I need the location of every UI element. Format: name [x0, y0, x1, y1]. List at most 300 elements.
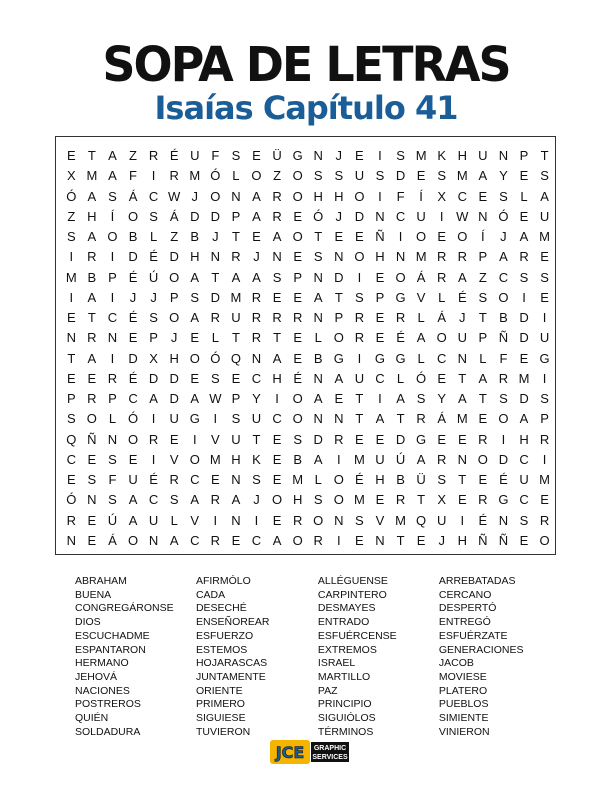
jce-logo [270, 739, 350, 765]
grid-cell: É [457, 289, 467, 305]
grid-cell: A [272, 350, 282, 366]
grid-cell: D [395, 168, 406, 184]
grid-cell: E [375, 269, 385, 285]
grid-cell: T [211, 269, 220, 285]
grid-cell: S [87, 472, 97, 487]
grid-cell: C [375, 370, 385, 386]
grid-cell: M [415, 249, 427, 265]
grid-cell: C [519, 451, 529, 467]
grid-cell: C [190, 532, 200, 548]
grid-cell: O [539, 532, 550, 548]
grid-cell: P [108, 391, 117, 406]
word-item: ABRAHAM [75, 575, 127, 587]
grid-cell: O [292, 391, 303, 406]
grid-cell: O [251, 168, 262, 184]
grid-cell: H [457, 148, 467, 163]
grid-cell: M [539, 229, 550, 244]
grid-cell: O [292, 229, 303, 244]
grid-cell: R [457, 249, 467, 265]
grid-cell: D [313, 431, 323, 447]
grid-cell: E [375, 330, 385, 346]
grid-cell: R [87, 391, 97, 406]
grid-cell: N [313, 310, 323, 325]
grid-cell: M [353, 451, 365, 467]
grid-cell: T [87, 148, 96, 163]
grid-cell: E [190, 330, 200, 346]
grid-cell: A [149, 391, 158, 406]
grid-cell: S [334, 168, 344, 184]
grid-cell: G [395, 289, 406, 305]
word-item: ENTRADO [317, 616, 370, 629]
grid-cell: T [540, 148, 549, 163]
word-item: ENSEÑOREAR [195, 616, 270, 629]
word-item: MARTILLO [317, 670, 371, 683]
grid-cell: O [292, 168, 303, 184]
grid-cell: É [478, 512, 488, 528]
grid-cell: H [272, 370, 282, 386]
grid-cell: A [519, 229, 529, 244]
grid-cell: M [353, 492, 365, 508]
grid-cell: A [87, 188, 97, 204]
grid-cell: L [417, 310, 425, 325]
grid-cell: P [66, 391, 76, 406]
grid-cell: A [478, 370, 488, 386]
grid-cell: O [354, 249, 365, 265]
grid-cell: Ó [210, 168, 221, 184]
grid-cell: A [108, 148, 117, 163]
grid-cell: R [231, 249, 241, 265]
grid-cell: X [149, 350, 158, 366]
grid-cell: C [190, 472, 200, 487]
word-item: MOVIESE [438, 670, 487, 683]
word-item: QUIÉN [75, 712, 109, 725]
grid-cell: R [251, 310, 262, 325]
grid-cell: U [539, 330, 550, 346]
grid-cell: R [107, 370, 118, 386]
grid-cell: A [128, 492, 138, 508]
grid-cell: E [66, 472, 76, 487]
grid-cell: N [334, 512, 344, 528]
grid-cell: N [375, 208, 385, 224]
grid-cell: I [522, 289, 526, 305]
grid-cell: U [251, 411, 262, 427]
grid-cell: H [375, 472, 385, 487]
grid-cell: S [416, 391, 426, 406]
grid-cell: T [314, 229, 323, 244]
grid-cell: I [439, 208, 444, 224]
grid-cell: L [232, 168, 240, 184]
word-item: DESMAYES [317, 602, 376, 615]
grid-cell: G [374, 350, 386, 366]
grid-cell: N [66, 532, 76, 548]
grid-cell: É [149, 249, 158, 265]
grid-cell: S [231, 411, 241, 427]
grid-cell: N [313, 411, 323, 427]
grid-cell: J [170, 330, 178, 346]
grid-cell: Z [478, 269, 487, 285]
grid-cell: T [396, 532, 405, 548]
grid-cell: S [169, 492, 179, 508]
grid-cell: M [518, 370, 530, 386]
grid-cell: J [129, 289, 137, 305]
grid-cell: L [314, 472, 322, 487]
grid-cell: I [542, 370, 547, 386]
grid-cell: Q [416, 512, 427, 528]
grid-cell: S [437, 472, 447, 487]
grid-cell: O [292, 532, 303, 548]
grid-cell: E [293, 350, 302, 366]
grid-cell: C [395, 208, 406, 224]
word-item: PUEBLOS [438, 698, 489, 711]
grid-cell: T [458, 370, 467, 386]
grid-cell: P [478, 330, 488, 346]
grid-cell: Í [481, 229, 485, 244]
grid-cell: S [108, 451, 117, 467]
grid-cell: F [211, 148, 220, 163]
grid-cell: É [169, 148, 179, 163]
grid-cell: Ü [416, 472, 426, 487]
grid-cell: B [313, 350, 323, 366]
grid-cell: E [478, 411, 488, 427]
grid-cell: M [86, 168, 98, 184]
grid-cell: O [354, 188, 365, 204]
word-list [75, 575, 555, 739]
grid-cell: O [457, 229, 468, 244]
grid-cell: D [519, 330, 529, 346]
grid-cell: L [108, 411, 117, 427]
logo-line1: GRAPHIC [313, 745, 347, 752]
grid-cell: L [438, 289, 446, 305]
word-item: TÉRMINOS [317, 725, 374, 738]
grid-cell: A [252, 208, 261, 224]
word-item: AFIRMÓLO [195, 575, 251, 587]
grid-cell: J [459, 310, 466, 325]
grid-cell: Á [169, 208, 179, 224]
grid-cell: Y [437, 391, 447, 406]
grid-cell: I [542, 451, 547, 467]
grid-cell: S [540, 391, 549, 406]
word-column [196, 575, 318, 739]
grid-cell: X [437, 188, 447, 204]
grid-cell: H [375, 249, 385, 265]
grid-cell: P [231, 208, 241, 224]
grid-cell: G [498, 492, 509, 508]
grid-cell: E [87, 532, 97, 548]
grid-cell: N [478, 208, 488, 224]
grid-cell: V [190, 512, 200, 528]
grid-cell: D [190, 208, 200, 224]
grid-cell: T [458, 472, 467, 487]
grid-cell: Ó [210, 350, 221, 366]
grid-cell: Ü [272, 148, 282, 163]
grid-cell: U [375, 451, 385, 467]
grid-cell: C [148, 188, 159, 204]
grid-cell: H [190, 249, 200, 265]
word-item: CERCANO [438, 588, 492, 601]
grid-cell: I [69, 289, 74, 305]
grid-cell: É [128, 310, 138, 325]
grid-cell: D [519, 310, 529, 325]
grid-cell: O [127, 208, 139, 224]
grid-cell: R [395, 310, 406, 325]
grid-cell: A [190, 492, 200, 508]
grid-cell: N [272, 249, 282, 265]
grid-row [56, 529, 555, 552]
word-column [318, 575, 439, 739]
grid-cell: A [190, 391, 200, 406]
grid-cell: K [252, 451, 261, 467]
grid-cell: Ú [148, 269, 159, 285]
grid-cell: H [292, 492, 303, 508]
grid-cell: C [272, 411, 282, 427]
grid-cell: M [230, 289, 242, 305]
letter-grid [55, 136, 556, 555]
word-item: PLATERO [438, 684, 488, 697]
grid-cell: E [66, 370, 76, 386]
grid-cell: O [498, 289, 509, 305]
grid-cell: R [437, 249, 447, 265]
grid-cell: I [357, 269, 362, 285]
grid-cell: I [378, 148, 382, 163]
grid-cell: J [253, 492, 260, 508]
grid-cell: A [540, 188, 549, 204]
grid-cell: I [542, 310, 547, 325]
grid-cell: E [457, 431, 467, 447]
grid-cell: Ú [395, 451, 406, 467]
grid-cell: R [87, 249, 97, 265]
grid-cell: Ó [66, 492, 77, 508]
grid-cell: A [313, 391, 323, 406]
grid-cell: G [539, 350, 550, 366]
grid-cell: D [395, 431, 406, 447]
word-item: ESCUCHADME [75, 629, 150, 642]
word-item: BUENA [75, 588, 112, 601]
grid-cell: I [378, 391, 382, 406]
grid-cell: S [313, 168, 323, 184]
grid-cell: U [231, 431, 241, 447]
grid-cell: U [354, 370, 365, 386]
grid-cell: N [210, 249, 221, 265]
grid-cell: I [151, 451, 156, 467]
grid-cell: A [231, 269, 241, 285]
grid-cell: A [252, 188, 261, 204]
grid-cell: P [108, 269, 117, 285]
grid-cell: T [355, 411, 364, 427]
grid-cell: L [149, 229, 158, 244]
grid-cell: C [251, 532, 262, 548]
grid-cell: R [313, 532, 323, 548]
grid-cell: E [272, 451, 282, 467]
grid-cell: S [66, 229, 76, 244]
word-item: PRIMERO [195, 698, 245, 711]
grid-cell: E [272, 512, 282, 528]
grid-cell: A [87, 289, 97, 305]
word-item: POSTREROS [75, 698, 141, 711]
grid-cell: R [437, 269, 447, 285]
grid-cell: Á [416, 269, 426, 285]
word-item: JEHOVÁ [75, 670, 118, 683]
grid-cell: S [231, 148, 241, 163]
grid-cell: Á [437, 310, 447, 325]
grid-cell: E [293, 289, 302, 305]
grid-cell: D [210, 289, 221, 305]
grid-cell: E [540, 492, 549, 508]
word-item: SOLDADURA [75, 725, 141, 738]
grid-cell: É [149, 472, 158, 487]
grid-cell: C [498, 269, 509, 285]
grid-cell: E [540, 249, 549, 265]
grid-cell: I [151, 411, 156, 427]
grid-cell: O [333, 472, 344, 487]
grid-cell: R [478, 431, 488, 447]
grid-cell: G [333, 350, 344, 366]
grid-cell: O [436, 330, 447, 346]
grid-cell: Ñ [498, 532, 509, 548]
grid-cell: R [539, 512, 550, 528]
grid-cell: I [378, 188, 382, 204]
grid-cell: M [189, 168, 201, 184]
grid-cell: O [86, 411, 97, 427]
grid-cell: F [129, 168, 137, 184]
grid-cell: E [231, 370, 241, 386]
grid-cell: L [520, 188, 528, 204]
grid-cell: Ó [498, 208, 509, 224]
grid-cell: É [293, 370, 302, 386]
grid-cell: P [149, 330, 158, 346]
grid-cell: O [189, 451, 200, 467]
grid-cell: É [128, 269, 138, 285]
grid-cell: Á [437, 411, 447, 427]
grid-cell: U [416, 208, 426, 224]
grid-cell: T [87, 310, 96, 325]
word-item: ESFUÉRCENSE [317, 629, 397, 642]
grid-cell: Á [108, 532, 117, 548]
grid-cell: K [437, 148, 447, 163]
word-item: DESECHÉ [195, 602, 247, 615]
grid-cell: R [539, 431, 550, 447]
grid-cell: E [437, 229, 447, 244]
grid-cell: R [416, 411, 426, 427]
grid-cell: U [478, 148, 488, 163]
word-item: ESFUÉRZATE [438, 629, 508, 642]
grid-cell: R [292, 512, 303, 528]
grid-cell: L [417, 350, 425, 366]
grid-cell: E [252, 229, 261, 244]
grid-cell: Ó [66, 188, 77, 204]
grid-cell: E [519, 532, 529, 548]
grid-cell: N [107, 431, 118, 447]
grid-cell: N [498, 512, 509, 528]
grid-cell: W [456, 208, 469, 224]
grid-cell: A [190, 310, 200, 325]
grid-cell: V [416, 289, 426, 305]
grid-cell: R [272, 188, 282, 204]
grid-cell: D [519, 391, 529, 406]
grid-cell: E [66, 148, 76, 163]
grid-cell: I [275, 391, 279, 406]
grid-cell: M [65, 269, 77, 285]
grid-cell: R [148, 148, 159, 163]
grid-cell: P [375, 289, 385, 305]
grid-cell: N [498, 148, 509, 163]
grid-cell: R [272, 208, 282, 224]
grid-cell: R [148, 431, 159, 447]
grid-cell: H [231, 451, 241, 467]
grid-cell: A [416, 451, 426, 467]
word-item: ESTEMOS [195, 643, 248, 656]
grid-cell: J [500, 229, 507, 244]
grid-cell: O [169, 310, 180, 325]
word-item: ENTREGÓ [438, 616, 491, 629]
grid-cell: B [87, 269, 97, 285]
grid-cell: N [251, 350, 262, 366]
grid-cell: O [498, 411, 509, 427]
word-item: JACOB [438, 657, 474, 670]
grid-cell: A [87, 350, 97, 366]
grid-cell: N [313, 370, 323, 386]
grid-cell: L [314, 330, 322, 346]
grid-cell: S [108, 492, 117, 508]
grid-cell: A [457, 269, 467, 285]
grid-cell: V [169, 451, 179, 467]
grid-cell: I [110, 249, 115, 265]
grid-cell: E [272, 472, 282, 487]
grid-cell: Ó [313, 208, 324, 224]
grid-cell: E [231, 532, 241, 548]
grid-cell: T [355, 391, 364, 406]
grid-cell: S [355, 512, 364, 528]
grid-cell: A [457, 391, 467, 406]
grid-cell: D [354, 208, 365, 224]
grid-cell: A [190, 269, 200, 285]
grid-cell: T [231, 330, 240, 346]
grid-cell: M [395, 512, 406, 528]
grid-cell: U [519, 472, 529, 487]
grid-cell: I [110, 289, 115, 305]
grid-cell: G [395, 350, 406, 366]
grid-cell: O [189, 350, 200, 366]
grid-cell: E [252, 148, 261, 163]
grid-cell: C [519, 492, 529, 508]
grid-cell: S [149, 208, 158, 224]
grid-cell: S [437, 168, 447, 184]
grid-cell: A [519, 411, 529, 427]
word-item: HOJARASCAS [195, 657, 268, 670]
grid-cell: C [66, 451, 76, 467]
grid-cell: J [335, 148, 343, 163]
grid-cell: O [272, 492, 283, 508]
grid-cell: E [272, 289, 282, 305]
grid-cell: S [396, 148, 405, 163]
grid-cell: U [539, 208, 550, 224]
grid-cell: N [457, 451, 467, 467]
grid-cell: E [87, 512, 97, 528]
grid-cell: D [498, 451, 509, 467]
grid-cell: E [128, 330, 138, 346]
grid-cell: H [519, 431, 529, 447]
grid-cell: W [209, 391, 222, 406]
grid-cell: S [66, 411, 76, 427]
word-item: JUNTAMENTE [195, 670, 266, 683]
grid-cell: T [252, 431, 261, 447]
grid-cell: A [416, 330, 426, 346]
grid-cell: R [498, 370, 509, 386]
grid-cell: A [396, 391, 405, 406]
grid-cell: P [293, 269, 302, 285]
word-item: ALLÉGUENSE [317, 575, 388, 587]
logo-mark: JCE [275, 743, 305, 762]
grid-cell: F [499, 350, 508, 366]
